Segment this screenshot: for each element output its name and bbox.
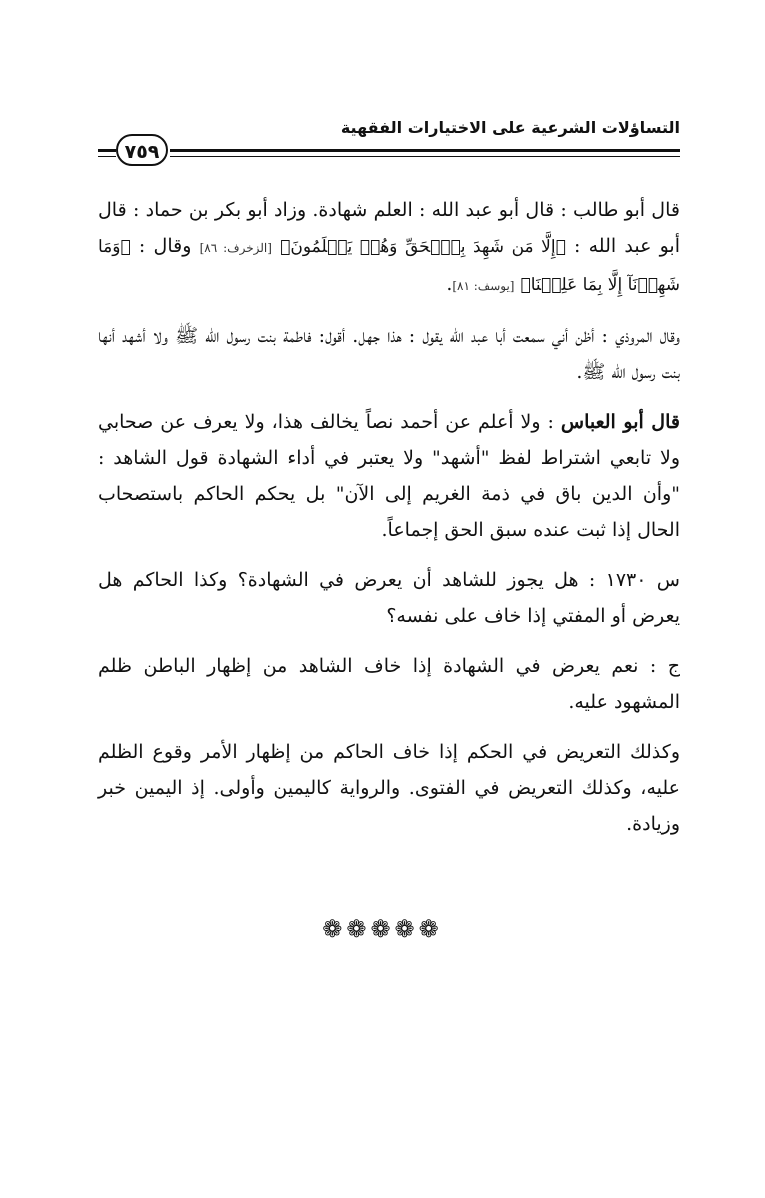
text: قال أبو طالب : قال أبو عبد الله : العلم شهادة. وزاد أبو بكر بن حماد : قال أبو عبد الله : (98, 199, 680, 257)
quran-verse: ﴿وَمَا شَهِدۡنَآ إِلَّا بِمَا عَلِمۡنَا﴾ (98, 237, 680, 295)
speaker: قال أبو العباس (560, 411, 680, 433)
verse-reference: [يوسف: ٨١] (452, 279, 515, 293)
paragraph-6: وكذلك التعريض في الحكم إذا خاف الحاكم من إظهار الأمر وقوع الظلم عليه، وكذلك التعريض في الفتوى. والرواية كاليمين وأولى. إذ اليمين خبر وزيادة. (98, 741, 680, 835)
header-rule-thin (170, 156, 680, 157)
header-rule-thick (170, 149, 680, 152)
text: : ولا أعلم عن أحمد نصاً يخالف هذا، ولا يعرف عن صحابي ولا تابعي اشتراط لفظ "أشهد" ولا يعتبر في أداء الشهادة قول الشاهد : "وأن الدين باق في ذمة الغريم إلى الآن" بل يحكم الحاكم باستصحاب الحال إذا ثبت عنده سبق الحق إجماعاً. (98, 411, 680, 541)
section-ornaments: ❁❁❁❁❁ (322, 915, 443, 943)
paragraph-3 (98, 404, 680, 548)
text: . (446, 273, 453, 295)
page-header (98, 118, 680, 176)
verse-reference: [الزخرف: ٨٦] (199, 241, 272, 255)
header-rule-left (98, 149, 116, 152)
quran-verse: ﴿إِلَّا مَن شَهِدَ بِٱلۡحَقِّ وَهُمۡ يَعۡلَمُونَ﴾ (280, 237, 566, 257)
text: وقال : (130, 235, 200, 257)
paragraph-1 (98, 192, 680, 304)
question: س ١٧٣٠ : هل يجوز للشاهد أن يعرض في الشهادة؟ وكذا الحاكم هل يعرض أو المفتي إذا خاف على نفسه؟ (98, 569, 680, 627)
header-rule-left-thin (98, 156, 116, 157)
page-body (98, 192, 680, 842)
paragraph-2: وقال المروذي : أظن أني سمعت أبا عبد الله يقول : هذا جهل. أقول: فاطمة بنت رسول الله ﷺ ولا أشهد أنها بنت رسول الله ﷺ. (98, 325, 680, 383)
page-number: ٧٥٩ (116, 134, 168, 166)
running-title: التساؤلات الشرعية على الاختيارات الفقهية (340, 118, 680, 137)
answer: ج : نعم يعرض في الشهادة إذا خاف الشاهد من إظهار الباطن ظلم المشهود عليه. (98, 655, 680, 713)
